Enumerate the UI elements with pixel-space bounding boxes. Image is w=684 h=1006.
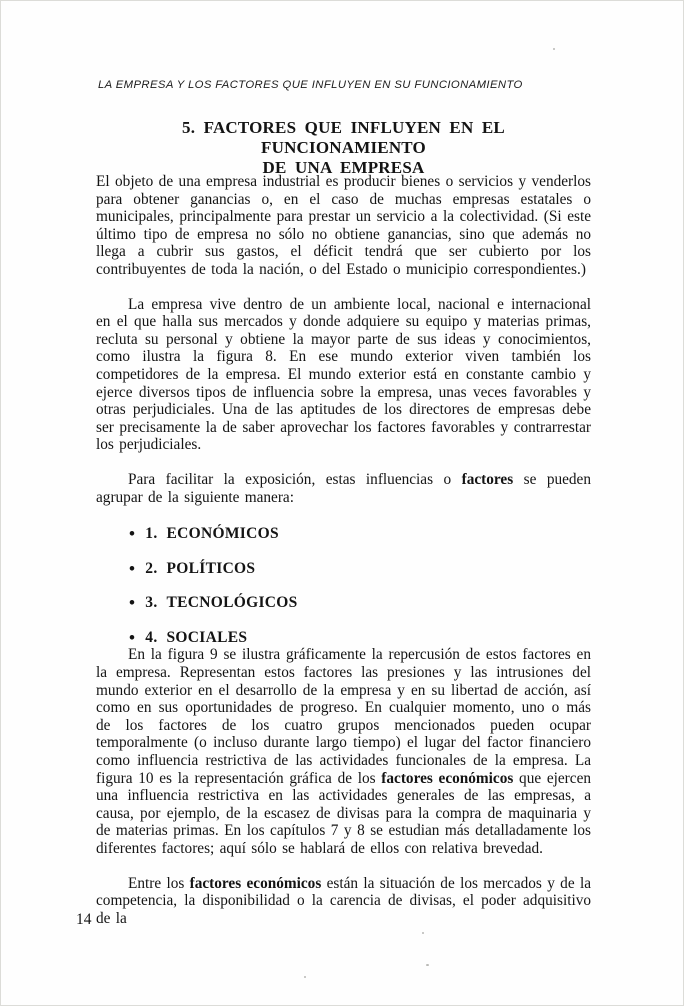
scan-speck bbox=[304, 976, 306, 978]
list-item-sociales bbox=[129, 629, 591, 647]
paragraph-entre-factores-text: Entre los bbox=[128, 874, 190, 892]
scan-speck bbox=[553, 48, 555, 50]
chapter-title-line2: DE UNA EMPRESA bbox=[262, 158, 425, 177]
bullet-icon: • bbox=[129, 558, 136, 578]
list-item-label: ECONÓMICOS bbox=[166, 525, 279, 543]
list-item-economicos bbox=[129, 525, 591, 543]
page-body bbox=[96, 173, 591, 927]
paragraph-entre-factores-text-end: están la situación de los mercados y de la competencia, la disponibilidad o la carencia de divisas, el poder adquisitivo de la bbox=[96, 874, 591, 927]
factores-economicos-bold-term: factores económicos bbox=[381, 769, 514, 787]
chapter-title-line1: 5. FACTORES QUE INFLUYEN EN EL FUNCIONAMIENTO bbox=[182, 118, 505, 157]
list-item-label: TECNOLÓGICOS bbox=[166, 594, 298, 612]
paragraph-objeto-empresa: El objeto de una empresa industrial es producir bienes o servicios y venderlos para obtener ganancias o, en el caso de muchas empresas estatales o municipales, principalmente para prestar un servicio a la colectividad. (Si este último tipo de empresa no sólo no obtiene ganancias, sino que además no llega a cubrir sus gastos, el déficit tendrá que ser cubierto por los contribuyentes de toda la nación, o del Estado o municipio correspondientes.) bbox=[96, 173, 591, 278]
list-item-tecnologicos bbox=[129, 594, 591, 612]
scan-speck bbox=[426, 964, 429, 966]
paragraph-ambiente: La empresa vive dentro de un ambiente local, nacional e internacional en el que halla sus mercados y donde adquiere su equipo y materias primas, recluta su personal y obtiene la mayor parte de sus ideas y conocimientos, como ilustra la figura 8. En ese mundo exterior viven también los competidores de la empresa. El mundo exterior está en constante cambio y ejerce diversos tipos de influencia sobre la empresa, unas veces favorables y otras perjudiciales. Una de las aptitudes de los directores de empresas debe ser precisamente la de saber aprovechar los factores favorables y contrarrestar los perjudiciales. bbox=[96, 295, 591, 454]
bullet-icon: • bbox=[129, 524, 136, 544]
paragraph-agrupacion bbox=[96, 471, 591, 506]
paragraph-agrupacion-text: Para facilitar la exposición, estas influencias o bbox=[128, 470, 462, 488]
chapter-title bbox=[96, 118, 591, 178]
list-item-number: 2. bbox=[145, 559, 158, 577]
paragraph-figura9 bbox=[96, 646, 591, 857]
list-item-politicos bbox=[129, 560, 591, 578]
paragraph-figura9-text: En la figura 9 se ilustra gráficamente la repercusión de estos factores en la empresa. Representan estos factores las presiones y las intrusiones del mundo exterior en el desarrollo de la empresa y en su libertad de acción, así como en sus oportunidades de progreso. En cualquier momento, uno o más de los factores de los cuatro grupos mencionados pueden ocupar temporalmente (o incluso durante largo tiempo) el lugar del factor financiero como influencia restrictiva de las actividades funcionales de la empresa. La figura 10 es la representación gráfica de los bbox=[96, 646, 591, 787]
factores-bold-term: factores bbox=[461, 470, 514, 488]
list-item-label: POLÍTICOS bbox=[166, 559, 256, 577]
list-item-label: SOCIALES bbox=[166, 628, 248, 646]
factores-economicos-bold-term-2: factores económicos bbox=[189, 874, 322, 892]
list-item-number: 4. bbox=[145, 628, 158, 646]
page-number: 14 bbox=[76, 911, 92, 928]
scan-speck bbox=[422, 932, 424, 934]
bullet-icon: • bbox=[129, 593, 136, 613]
paragraph-agrupacion-text-end: se pueden agrupar de la siguiente manera: bbox=[96, 470, 591, 506]
running-header: LA EMPRESA Y LOS FACTORES QUE INFLUYEN EN SU FUNCIONAMIENTO bbox=[98, 79, 523, 91]
factor-list bbox=[129, 525, 591, 646]
list-item-number: 1. bbox=[145, 525, 158, 543]
paragraph-entre-factores bbox=[96, 875, 591, 928]
bullet-icon: • bbox=[129, 627, 136, 647]
list-item-number: 3. bbox=[145, 594, 158, 612]
paragraph-figura9-text-end: que ejercen una influencia restrictiva en las actividades generales de las empresas, a causa, por ejemplo, de la escasez de divisas para la compra de maquinaria y de materias primas. En los capítulos 7 y 8 se estudian más detalladamente los diferentes factores; aquí sólo se hablará de ellos con relativa brevedad. bbox=[96, 769, 592, 857]
